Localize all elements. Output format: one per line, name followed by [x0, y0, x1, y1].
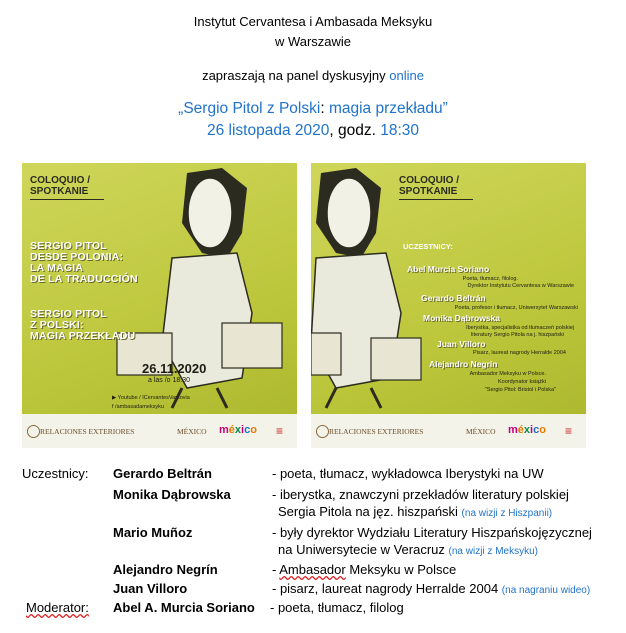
poster-person-desc: Dyrektor Instytutu Cervantesa w Warszawie	[467, 283, 574, 289]
relaciones-exteriores-logo: RELACIONES EXTERIORES	[329, 427, 424, 436]
participant-name: Gerardo Beltrán	[113, 466, 212, 481]
participant-desc: - były dyrektor Wydziału Literatury Hiszpańskojęzycznej	[272, 525, 592, 540]
ambassador-word: Ambasador	[279, 562, 346, 577]
participant-name: Alejandro Negrín	[113, 562, 218, 577]
title-part-2: magia przekładu	[328, 100, 443, 117]
header-line-1: Instytut Cervantesa i Ambasada Meksyku	[193, 14, 433, 29]
relaciones-exteriores-logo: RELACIONES EXTERIORES	[40, 427, 135, 436]
participant-note: (na wizji z Hiszpanii)	[461, 508, 553, 519]
poster-person-desc: Poeta, profesor i tłumacz, Uniwersytet Warszawski	[454, 305, 578, 311]
participant-name: Mario Muñoz	[113, 525, 193, 540]
title-pl-2: Z POLSKI:	[30, 319, 84, 331]
mexico-logo: MÉXICO	[466, 427, 496, 436]
moderator-desc: - poeta, tłumacz, filolog	[270, 600, 404, 615]
poster-person-name: Juan Villoro	[437, 339, 486, 349]
poster-person-desc: Pisarz, laureat nagrody Herralde 2004	[473, 350, 566, 356]
invite-prefix: zapraszają na panel dyskusyjny	[202, 68, 390, 83]
instituto-cervantes-icon: ≡	[276, 424, 284, 438]
moderator-heading: Moderator:	[26, 600, 89, 615]
title-close-quote: ”	[442, 100, 448, 117]
poster-person-name: Monika Dąbrowska	[423, 313, 500, 323]
title-pl-1: SERGIO PITOL	[30, 308, 107, 320]
participant-desc: - Ambasador Meksyku w Polsce	[272, 562, 457, 577]
tag-line-2: SPOTKANIE	[30, 186, 89, 197]
header-line-2: w Warszawie	[274, 34, 352, 49]
poster-date: 26.11.2020	[142, 361, 207, 376]
tag-line-1: COLOQUIO /	[30, 175, 90, 186]
participant-name: Juan Villoro	[113, 581, 188, 596]
participant-desc: - pisarz, laureat nagrody Herralde 2004	[272, 581, 502, 596]
mexico-color-logo: méxico	[508, 424, 546, 436]
poster-person-desc: Poeta, tłumacz, filolog.	[462, 276, 518, 282]
poster-person-name: Alejandro Negrín	[429, 359, 498, 369]
participant-desc: - poeta, tłumacz, wykładowca Iberystyki na UW	[272, 466, 544, 481]
participant-desc-line	[272, 581, 590, 596]
poster-person-desc: literatury Sergio Pitola na j. hiszpański	[471, 332, 564, 338]
poster-person-desc: Iberystka, specjalistka od tłumaczeń polskiej	[466, 325, 574, 331]
poster-hour: a las /o 18:30	[148, 377, 191, 384]
participant-desc-line-2	[278, 504, 552, 519]
participant-desc-2: na Uniwersytecie w Veracruz	[278, 542, 449, 557]
date-separator: , godz.	[329, 122, 381, 139]
title-es-1: SERGIO PITOL	[30, 240, 107, 252]
title-part-1: Sergio Pitol z Polski	[183, 100, 321, 117]
participants-heading: Uczestnicy:	[22, 466, 89, 481]
invite-online: online	[389, 68, 424, 83]
title-es-4: DE LA TRADUCCIÓN	[30, 273, 138, 285]
instituto-cervantes-icon: ≡	[565, 424, 573, 438]
participant-desc: - iberystka, znawczyni przekładów literatury polskiej	[272, 487, 569, 502]
tag-line-2: SPOTKANIE	[399, 186, 458, 197]
title-es-3: LA MAGIA	[30, 262, 84, 274]
participants-label: UCZESTNICY:	[403, 242, 453, 251]
participant-note: (na wizji z Meksyku)	[448, 546, 538, 557]
mexico-logo: MÉXICO	[177, 427, 207, 436]
youtube-handle: ▶ Youtube / ICervantesVarsovia	[112, 395, 190, 401]
poster-person-desc: Ambasador Meksyku w Polsce.	[469, 371, 546, 377]
mexico-color-logo: méxico	[219, 424, 257, 436]
participant-note: (na nagraniu wideo)	[501, 585, 591, 596]
poster-person-desc: Koordynator książki	[498, 379, 546, 385]
poster-person-name: Gerardo Beltrán	[421, 293, 486, 303]
participant-desc-2: Sergia Pitola na jęz. hiszpański	[278, 504, 462, 519]
title-es-2: DESDE POLONIA:	[30, 251, 124, 263]
title-open-quote: „	[178, 100, 184, 117]
date-text: 26 listopada 2020	[206, 122, 330, 139]
poster-person-name: Abel Murcia Soriano	[407, 264, 490, 274]
moderator-name: Abel A. Murcia Soriano	[113, 600, 255, 615]
participant-desc-line-2	[278, 542, 538, 557]
title-colon: :	[320, 100, 329, 117]
tag-line-1: COLOQUIO /	[399, 175, 459, 186]
title-pl-3: MAGIA PRZEKŁADU	[30, 330, 136, 342]
participant-name: Monika Dąbrowska	[113, 487, 231, 502]
poster-book-title: "Sergio Pitol: Bristol i Polska"	[484, 387, 556, 393]
time-text: 18:30	[380, 122, 420, 139]
facebook-handle: f /ambasadameksyku	[112, 404, 164, 410]
